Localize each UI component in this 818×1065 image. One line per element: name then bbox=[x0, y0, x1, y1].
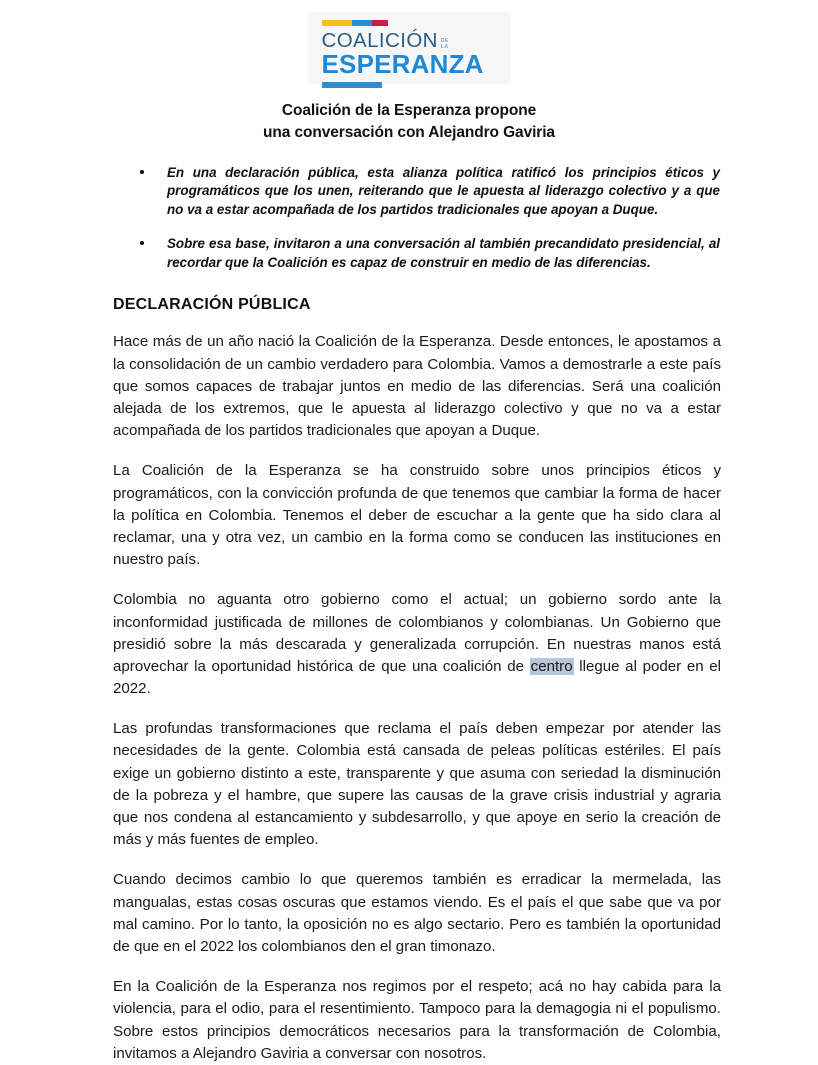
logo-container bbox=[0, 0, 818, 84]
logo-word-de: DE bbox=[440, 37, 449, 44]
document-body bbox=[0, 331, 818, 1064]
page-title bbox=[0, 100, 818, 145]
summary-bullet-list bbox=[0, 164, 818, 273]
paragraph-4: Las profundas transformaciones que reclama el país deben empezar por atender las necesidades de la gente. Colombia está cansada de peleas políticas estériles. El país exige un gobierno distinto a este, transparente y que asuma con seriedad la disminución de la pobreza y el hambre, que supere las causas de la grave crisis industrial y agraria que nos condena al estancamiento y subdesarrollo, y que apoye en serio la creación de más y más fuentes de empleo. bbox=[113, 720, 721, 849]
flag-segment-blue bbox=[352, 20, 372, 26]
section-heading-declaracion-publica: DECLARACIÓN PÚBLICA bbox=[113, 296, 311, 314]
paragraph-2: La Coalición de la Esperanza se ha construido sobre unos principios éticos y programáticos, con la convicción profunda de que tenemos que cambiar la forma de hacer la política en Colombia. Tenemos el deber de escuchar a la gente que ha sido clara al reclamar, una y otra vez, un cambio en la forma como se conducen las instituciones en nuestro país. bbox=[113, 462, 721, 569]
colombia-flag-bar-icon bbox=[322, 20, 388, 26]
page-title-line-1: Coalición de la Esperanza propone bbox=[281, 102, 537, 119]
logo-word-coalicion: COALICIÓN bbox=[321, 29, 438, 52]
page-title-line-2: una conversación con Alejandro Gaviria bbox=[263, 124, 555, 142]
bullet-text: Sobre esa base, invitaron a una conversación al también precandidato presidencial, al recordar que la Coalición es capaz de construir en medio de las diferencias. bbox=[167, 236, 720, 270]
bullet-dot-icon bbox=[140, 241, 144, 245]
list-item bbox=[140, 235, 720, 272]
paragraph-6: En la Coalición de la Esperanza nos regimos por el respeto; acá no hay cabida para la violencia, para el odio, para el resentimiento. Tampoco para la demagogia ni el populismo. Sobre estos principios democráticos necesarios para la transformación de Colombia, invitamos a Alejandro Gaviria a conversar con nosotros. bbox=[113, 978, 721, 1062]
logo-word-la: LA bbox=[440, 44, 449, 50]
paragraph-3 bbox=[113, 589, 721, 700]
bullet-text: En una declaración pública, esta alianza política ratificó los principios éticos y programáticos que los unen, reiterando que le apuesta al liderazgo colectivo y a que no va a estar acompañada de los partidos tradicionales que apoyan a Duque. bbox=[167, 164, 720, 217]
coalicion-esperanza-logo bbox=[308, 12, 511, 84]
logo-word-esperanza: ESPERANZA bbox=[321, 48, 484, 79]
paragraph-3-text-before: Colombia no aguanta otro gobierno como el actual; un gobierno sordo ante la inconformidad justificada de millones de colombianos y colombianas. Un Gobierno que presidió sobre la más descarada y generalizada corrupción. En nuestras manos está aprovechar la oportunidad histórica de que una coalición de bbox=[113, 591, 721, 675]
logo-underline-bar bbox=[322, 82, 382, 88]
flag-segment-red bbox=[372, 20, 388, 26]
flag-segment-yellow bbox=[322, 20, 352, 26]
list-item bbox=[140, 164, 720, 220]
bullet-dot-icon bbox=[140, 170, 144, 174]
highlighted-text-centro[interactable]: centro bbox=[530, 657, 573, 675]
paragraph-5: Cuando decimos cambio lo que queremos también es erradicar la mermelada, las mangualas, estas cosas oscuras que estamos viendo. Es el país el que sabe que va por mal camino. Por lo tanto, la oposición no es algo sectario. Pero es también la oportunidad de que en el 2022 los colombianos den el gran timonazo. bbox=[113, 871, 721, 955]
paragraph-1: Hace más de un año nació la Coalición de la Esperanza. Desde entonces, le apostamos a la consolidación de un cambio verdadero para Colombia. Vamos a demostrarle a este país que somos capaces de trabajar juntos en medio de las diferencias. Será una coalición alejada de los extremos, que le apuesta al liderazgo colectivo y que no va a estar acompañada de los partidos tradicionales que apoyan a Duque. bbox=[113, 333, 721, 440]
paragraph-3-text-after: llegue al poder en el 2022. bbox=[113, 657, 721, 698]
